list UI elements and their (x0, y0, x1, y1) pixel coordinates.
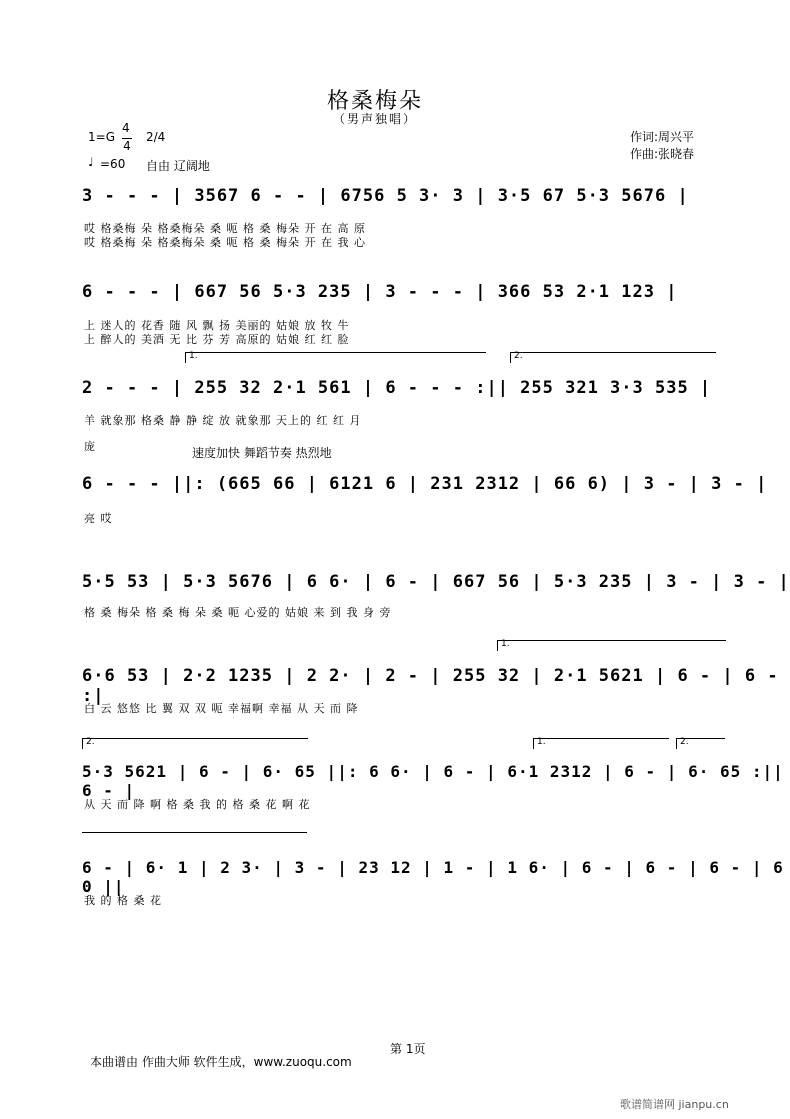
time-signature-alt: 2/4 (146, 130, 166, 144)
song-title: 格桑梅朵 (326, 89, 423, 114)
score-row-4 (0, 464, 790, 504)
volta-1-row-6 (497, 640, 726, 651)
composer: 作曲:张晓春 (630, 147, 695, 161)
lyrics-row-6-verse-1: 白 云 悠悠 比 翼 双 双 呃 幸福啊 幸福 从 天 而 降 (84, 702, 359, 715)
footer-credit: 本曲谱由 作曲大师 软件生成，www.zuoqu.com (90, 1055, 352, 1069)
score-row-8 (0, 848, 790, 896)
notes-row-4: 6 - - - ||: (665 66 | 6121 6 | 231 2312 | 66 6) | 3 - | 3 - | (82, 474, 768, 494)
style-marking: 自由 辽阔地 (146, 159, 210, 173)
volta-1-label-row-7: 1. (537, 737, 546, 747)
notes-row-2: 6 - - - | 667 56 5·3 235 | 3 - - - | 366 53 2·1 123 | (82, 282, 678, 302)
lyrics-row-7-verse-1: 从 天 而 降 啊 格 桑 我 的 格 桑 花 啊 花 (84, 798, 311, 811)
lyrics-row-8-verse-1: 我 的 格 桑 花 (84, 894, 162, 907)
lyrics-row-1-verse-2: 哎 格桑梅 朵 格桑梅朵 桑 呃 格 桑 梅朵 开 在 我 心 (84, 236, 366, 249)
score-row-7 (0, 752, 790, 800)
song-subtitle: （男声独唱） (332, 112, 417, 126)
volta-1-row-7 (533, 738, 669, 749)
notes-row-1: 3 - - - | 3567 6 - - | 6756 5 3· 3 | 3·5 67 5·3 5676 | (82, 186, 689, 206)
notes-row-8: 6 - | 6· 1 | 2 3· | 3 - | 23 12 | 1 - | 1 6· | 6 - | 6 - | 6 - | 6 0 || (82, 858, 784, 896)
volta-2-label: 2. (514, 351, 523, 361)
lyrics-row-1-verse-1: 哎 格桑梅 朵 格桑梅朵 桑 呃 格 桑 梅朵 开 在 高 原 (84, 222, 366, 235)
volta-2b-label-row-7: 2. (680, 737, 689, 747)
notes-row-3: 2 - - - | 255 32 2·1 561 | 6 - - - :|| 255 321 3·3 535 | (82, 378, 712, 398)
notes-row-5: 5·5 53 | 5·3 5676 | 6 6· | 6 - | 667 56 | 5·3 235 | 3 - | 3 - | (82, 572, 790, 592)
lyrics-row-5-verse-1: 格 桑 梅朵 格 桑 梅 朵 桑 呃 心爱的 姑娘 来 到 我 身 旁 (84, 606, 392, 619)
lyrics-row-4-verse-1: 亮 哎 (84, 512, 113, 525)
score-row-6 (0, 656, 790, 706)
score-row-2 (0, 272, 790, 312)
time-signature-bottom: 4 (123, 139, 131, 153)
lyrics-row-2-verse-2: 上 醉人的 美酒 无 比 芬 芳 高原的 姑娘 红 红 脸 (84, 333, 350, 346)
lyrics-row-2-verse-1: 上 迷人的 花香 随 风 飘 扬 美丽的 姑娘 放 牧 牛 (84, 319, 350, 332)
volta-2b-row-7 (676, 738, 725, 749)
volta-continuation-row-8 (82, 832, 307, 843)
volta-2-row-7 (82, 738, 308, 749)
notes-row-6: 6·6 53 | 2·2 1235 | 2 2· | 2 - | 255 32 | 2·1 5621 | 6 - | 6 - :| (82, 666, 779, 706)
score-row-1 (0, 176, 790, 216)
quarter-note-icon: ♩ (88, 155, 94, 169)
volta-1-label-row-6: 1. (501, 639, 510, 649)
score-row-5 (0, 562, 790, 602)
key-signature: 1=G (88, 130, 115, 144)
volta-1-row-3 (185, 352, 486, 363)
tempo-change-marking: 速度加快 舞蹈节奏 热烈地 (192, 446, 332, 460)
volta-2-row-3 (510, 352, 716, 363)
volta-2-label-row-7: 2. (86, 737, 95, 747)
time-signature-top: 4 (122, 121, 130, 135)
score-row-3 (0, 368, 790, 408)
lyricist: 作词:周兴平 (630, 130, 695, 144)
watermark: 歌谱简谱网 jianpu.cn (620, 1098, 729, 1111)
lyrics-row-3-verse-2: 庞 (84, 440, 96, 453)
lyrics-row-3-verse-1: 羊 就象那 格桑 静 静 绽 放 就象那 天上的 红 红 月 (84, 414, 362, 427)
notes-row-7: 5·3 5621 | 6 - | 6· 65 ||: 6 6· | 6 - | 6·1 2312 | 6 - | 6· 65 :|| 6 - | (82, 762, 784, 800)
tempo: =60 (100, 157, 126, 171)
volta-1-label: 1. (189, 351, 198, 361)
page-number: 第 1页 (390, 1042, 426, 1056)
